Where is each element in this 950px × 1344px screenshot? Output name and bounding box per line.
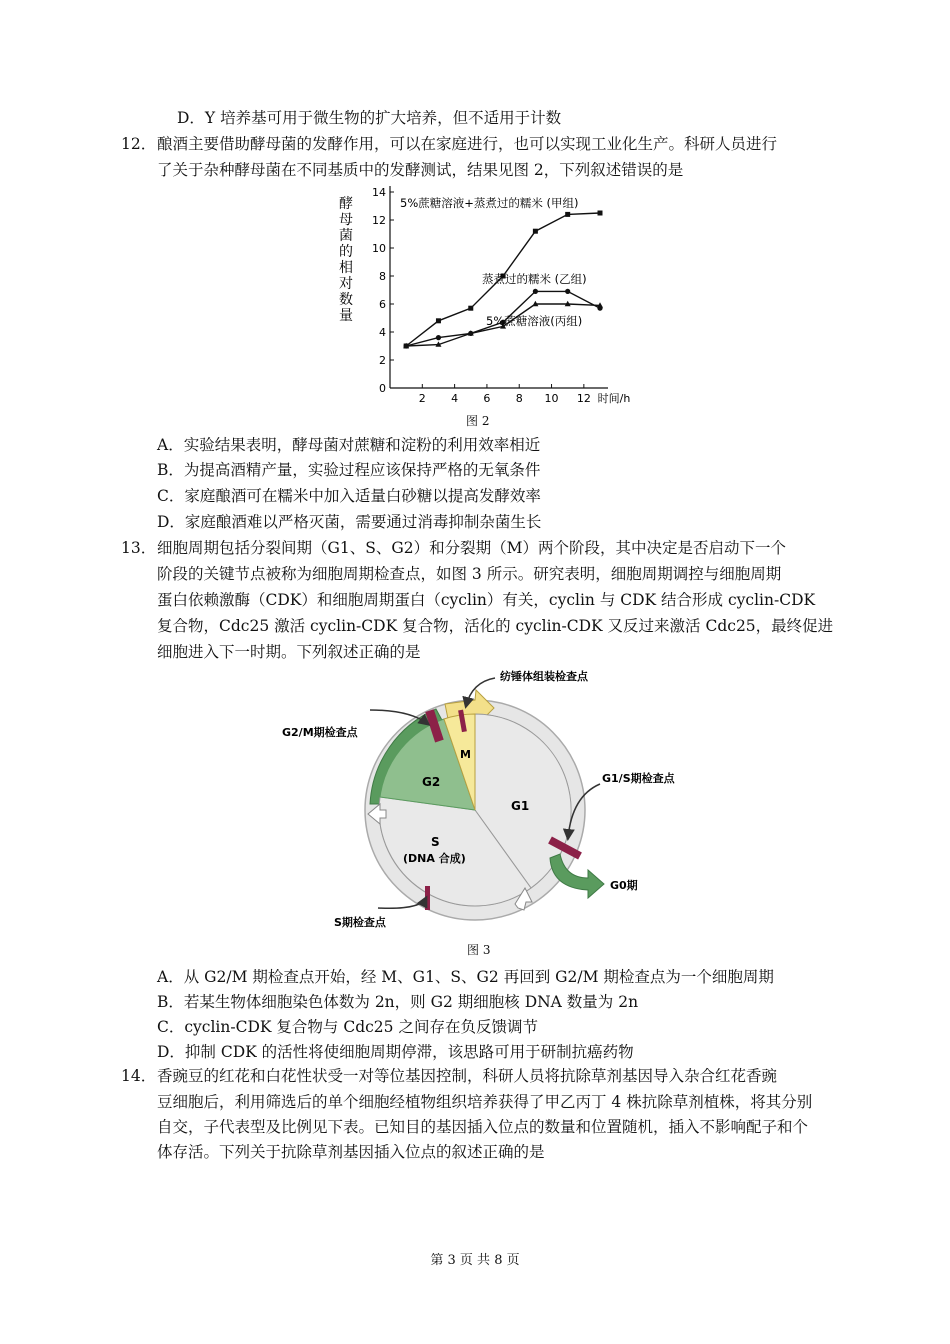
q13-stem-line-4: 复合物，Cdc25 激活 cyclin-CDK 复合物，活化的 cyclin-CDK 又反过来激活 Cdc25，最终促进 [157,617,834,635]
y-tick-label: 2 [379,354,386,367]
y-axis-label-char: 相 [339,260,353,276]
q13-stem-line-2: 阶段的关键节点被称为细胞周期检查点，如图 3 所示。研究表明，细胞周期调控与细胞周期 [157,565,782,583]
data-point-square [436,318,441,323]
series-label-bing: 5%蔗糖溶液(丙组) [486,314,583,328]
y-axis-label-char: 酵 [339,196,353,212]
series-label-jia: 5%蔗糖溶液+蒸煮过的糯米 (甲组) [400,196,579,210]
q13-stem-line-1: 细胞周期包括分裂间期（G1、S、G2）和分裂期（M）两个阶段，其中决定是否启动下一个 [157,539,786,557]
y-tick-label: 10 [372,242,386,255]
y-tick-label: 0 [379,382,386,395]
page-footer: 第 3 页 共 8 页 [430,1253,520,1268]
q12-option-b: B．为提高酒精产量，实验过程应该保持严格的无氧条件 [157,461,541,479]
x-tick-label: 6 [483,392,491,405]
q14-stem-line-1: 香豌豆的红花和白花性状受一对等位基因控制，科研人员将抗除草剂基因导入杂合红花香豌 [157,1067,778,1085]
x-tick-label: 2 [418,392,426,405]
y-axis-label-char: 菌 [339,228,353,244]
y-tick-label: 14 [372,186,386,199]
y-tick-label: 8 [379,270,386,283]
figure-2-caption: 图 2 [466,414,490,428]
spindle-checkpoint-label: 纺锤体组装检查点 [500,670,588,683]
g2m-checkpoint-label: G2/M期检查点 [282,726,358,739]
x-tick-label: 4 [451,392,459,405]
chart-axes [372,186,630,405]
prev-question-option-d: D．Y 培养基可用于微生物的扩大培养，但不适用于计数 [177,109,562,127]
q13-option-c: C．cyclin-CDK 复合物与 Cdc25 之间存在负反馈调节 [157,1018,538,1036]
data-point-square [598,211,603,216]
q13-stem-line-5: 细胞进入下一时期。下列叙述正确的是 [157,643,421,661]
s-checkpoint-label: S期检查点 [334,916,386,929]
q12-number: 12． [121,135,157,153]
q14-stem-line-4: 体存活。下列关于抗除草剂基因插入位点的叙述正确的是 [157,1143,545,1161]
y-axis-label-char: 对 [339,276,353,292]
y-axis-label-char: 的 [339,244,353,260]
q14-number: 14． [121,1067,157,1085]
q14-stem-line-3: 自交，子代表型及比例见下表。已知目的基因插入位点的数量和位置随机，插入不影响配子和个 [157,1118,809,1136]
q13-stem-line-3: 蛋白依赖激酶（CDK）和细胞周期蛋白（cyclin）有关，cyclin 与 CDK 结合形成 cyclin-CDK [157,591,816,609]
y-axis-label-char: 量 [339,308,353,324]
q13-number: 13． [121,539,157,557]
data-point-square [565,212,570,217]
chart-y-axis-label [339,195,353,324]
data-point-circle [565,289,570,294]
q12-option-c: C．家庭酿酒可在糯米中加入适量白砂糖以提高发酵效率 [157,487,541,505]
q13-option-d: D．抑制 CDK 的活性将使细胞周期停滞，该思路可用于研制抗癌药物 [157,1043,634,1061]
y-tick-label: 12 [372,214,386,227]
y-tick-label: 6 [379,298,386,311]
y-tick-label: 4 [379,326,386,339]
y-axis-label-char: 母 [339,212,353,228]
x-tick-label: 12 [576,392,591,405]
series-label-yi: 蒸煮过的糯米 (乙组) [482,272,587,286]
q14-stem-line-2: 豆细胞后，利用筛选后的单个细胞经植物组织培养获得了甲乙丙丁 4 株抗除草剂植株，将其分别 [157,1093,813,1111]
g1-phase-label: G1 [511,799,530,813]
figure-2-line-chart [330,180,631,408]
q13-option-a: A．从 G2/M 期检查点开始，经 M、G1、S、G2 再回到 G2/M 期检查点为一个细胞周期 [157,968,774,986]
q12-stem-line-1: 酿酒主要借助酵母菌的发酵作用，可以在家庭进行，也可以实现工业化生产。科研人员进行 [157,135,778,153]
q12-option-a: A．实验结果表明，酵母菌对蔗糖和淀粉的利用效率相近 [157,436,541,454]
q12-option-d: D．家庭酿酒难以严格灭菌，需要通过消毒抑制杂菌生长 [157,513,542,531]
data-point-square [533,229,538,234]
m-phase-label: M [460,748,471,761]
figure-3-caption: 图 3 [467,943,491,957]
g1s-checkpoint-label: G1/S期检查点 [602,772,675,785]
x-tick-label: 8 [515,392,523,405]
s-phase-label: S [431,835,440,849]
x-tick-label: 10 [544,392,559,405]
data-point-circle [533,289,538,294]
x-axis-label: 时间/h [597,392,631,405]
y-axis-label-char: 数 [339,292,353,308]
q13-option-b: B．若某生物体细胞染色体数为 2n，则 G2 期细胞核 DNA 数量为 2n [157,993,639,1011]
chart-series-labels [400,196,587,328]
g0-phase-label: G0期 [610,879,638,892]
s-phase-sublabel: (DNA 合成) [403,852,466,865]
q12-stem-line-2: 了关于杂种酵母菌在不同基质中的发酵测试，结果见图 2，下列叙述错误的是 [157,161,684,179]
g0-exit-arrow [550,854,604,898]
data-point-square [468,306,473,311]
data-point-circle [436,335,441,340]
g2-phase-label: G2 [422,775,441,789]
figure-3-cell-cycle-diagram [280,664,690,934]
